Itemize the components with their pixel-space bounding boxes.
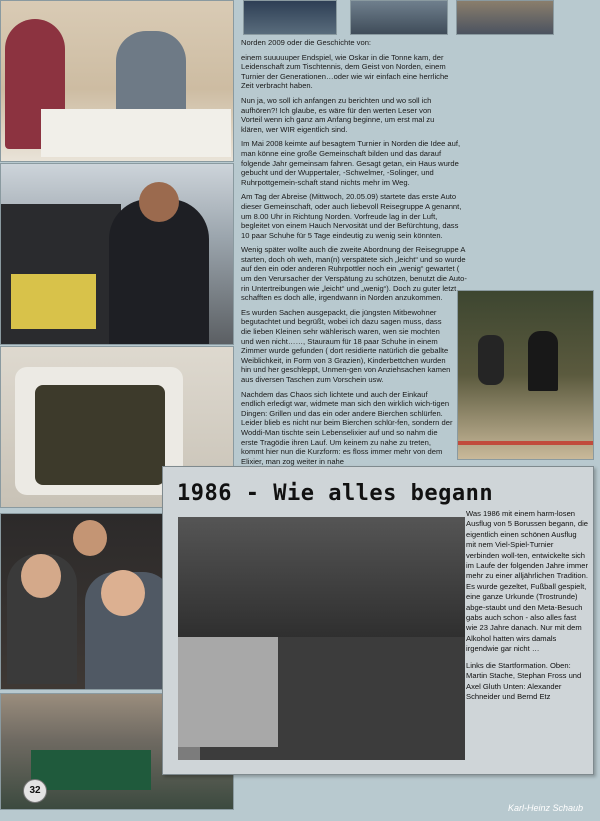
inset-caption: Links die Startformation. Oben: Martin Stache, Stephan Fross und Axel Gluth Unten: Alexander Schneider und Bernd Etz (466, 660, 582, 701)
page-number: 32 (23, 779, 47, 803)
photo-1986-team (178, 517, 465, 760)
photo-tabletennis-player (457, 290, 594, 460)
article-paragraph: Nun ja, wo soll ich anfangen zu berichten und wo soll ich aufhören?! Ich glaube, es wäre für den werten Leser von Vorteil wenn ich ganz am Anfang beginne, um erst mal zu klären, wer WIR eigentlich sind. (241, 95, 435, 134)
photo-group-party (0, 513, 177, 690)
article-paragraph: einem suuuuuper Endspiel, wie Oskar in die Tonne kam, der Leidenschaft zum Tischtennis, dem Geist von Norden, einem Turnier der Generationen…oder wie wir einfach eine herrliche Zeit verbracht haben. (241, 52, 449, 91)
photo-top-strip-3 (456, 0, 554, 35)
inset-title: 1986 - Wie alles begann (177, 481, 494, 506)
photo-credit: Karl-Heinz Schaub (508, 803, 584, 813)
photo-top-strip-2 (350, 0, 448, 35)
photo-dining-table (0, 0, 234, 162)
article-paragraph: Im Mai 2008 keimte auf besagtem Turnier in Norden die Idee auf, man könne eine große Gemeinschaft bilden und das darauf folgende Jahr gemeinsam fahren. Gesagt getan, ein Haus wurde gebucht und der Wuppertaler, -Schwelmer, -Solinger, und Ruhrpottgemein-schaft stand nichts mehr im Weg. (241, 139, 461, 187)
inset-paragraph: Was 1986 mit einem harm-losen Ausflug von 5 Borussen begann, die eigentlich einen schönen Ausflug mit nem Viel-Spiel-Turnier verbinden woll-ten, entwickelte sich im Laufe der folgenden Jahre immer mehr zu einer alljährlichen Tradition. Es wurde gezeltet, Fußball gespielt, eine ganze Urkunde (Trostrunde) abge-staubt und den Meta-Besuch gabs auch schon - also alles fast wie 23 Jahre danach. Nur mit dem Alkohol hatten wirs damals irgendwie gar nicht … (466, 509, 589, 654)
article-heading: Norden 2009 oder die Geschichte von: (241, 38, 372, 47)
article-paragraph: Wenig später wollte auch die zweite Abordnung der Reisegruppe A starten, doch oh weh, man(n) verspätete sich „leicht“ und so wurde auf den ein oder anderen Ruhrpottler noch ein „wenig“ gewartet ( um den Verursacher der Verspätung zu schützen, benutzt die Auto-rin Untertreibungen wie „leicht“ und „wenig“). Doch zu guter letzt schafften es doch alle, irgendwann in Norden anzukommen. (241, 245, 467, 303)
article-paragraph: Nachdem das Chaos sich lichtete und auch der Einkauf endlich erledigt war, widmete man sich den wirklich wich-tigen Dingen: Grillen und das ein oder andere Bierchen schlürfen. Leider blieb es nicht nur beim Bierchen schlür-fen, sondern der Woddi-Man tischte sein Lebenselixier auf und so nahm die erste Tragödie ihren Lauf. Um keinem zu nahe zu treten, kommt hier nun die Kurzform: es floss immer mehr von dem Elixier, man zog weiter in nahe (241, 389, 453, 466)
article-paragraph: Am Tag der Abreise (Mittwoch, 20.05.09) startete das erste Auto dieser Gemeinschaft, oder auch liebevoll Reisegruppe A genannt, um 8.00 Uhr in Richtung Norden. Vorfreude lag in der Luft, begleitet von einem Hauch Nervosität und der Befürchtung, dass 10 paar Schuhe für 5 Tage eindeutig zu wenig sein könnten. (241, 192, 462, 240)
article-paragraph: Es wurden Sachen ausgepackt, die jüngsten Mitbewohner begutachtet und begrüßt, wobei ich dazu sagen muss, dass die lieben Kleinen sehr wählerisch waren, wen sie mochten und wen nicht……, Stauraum für 18 paar Schuhe in einem Zimmer wurde gefunden ( dort residierte natürlich die geballte Weiblichkeit, in Form von 3 Grazien), Kinderbettchen wurden hin und her geschleppt, Unmen-gen von Anziehsachen kamen aus diversen Taschen zum Vorschein usw. (241, 307, 451, 384)
photo-car-trunk (0, 163, 234, 345)
photo-top-strip-1 (243, 0, 337, 35)
article-body (241, 38, 467, 471)
inset-text (466, 509, 588, 708)
history-inset (162, 466, 594, 775)
